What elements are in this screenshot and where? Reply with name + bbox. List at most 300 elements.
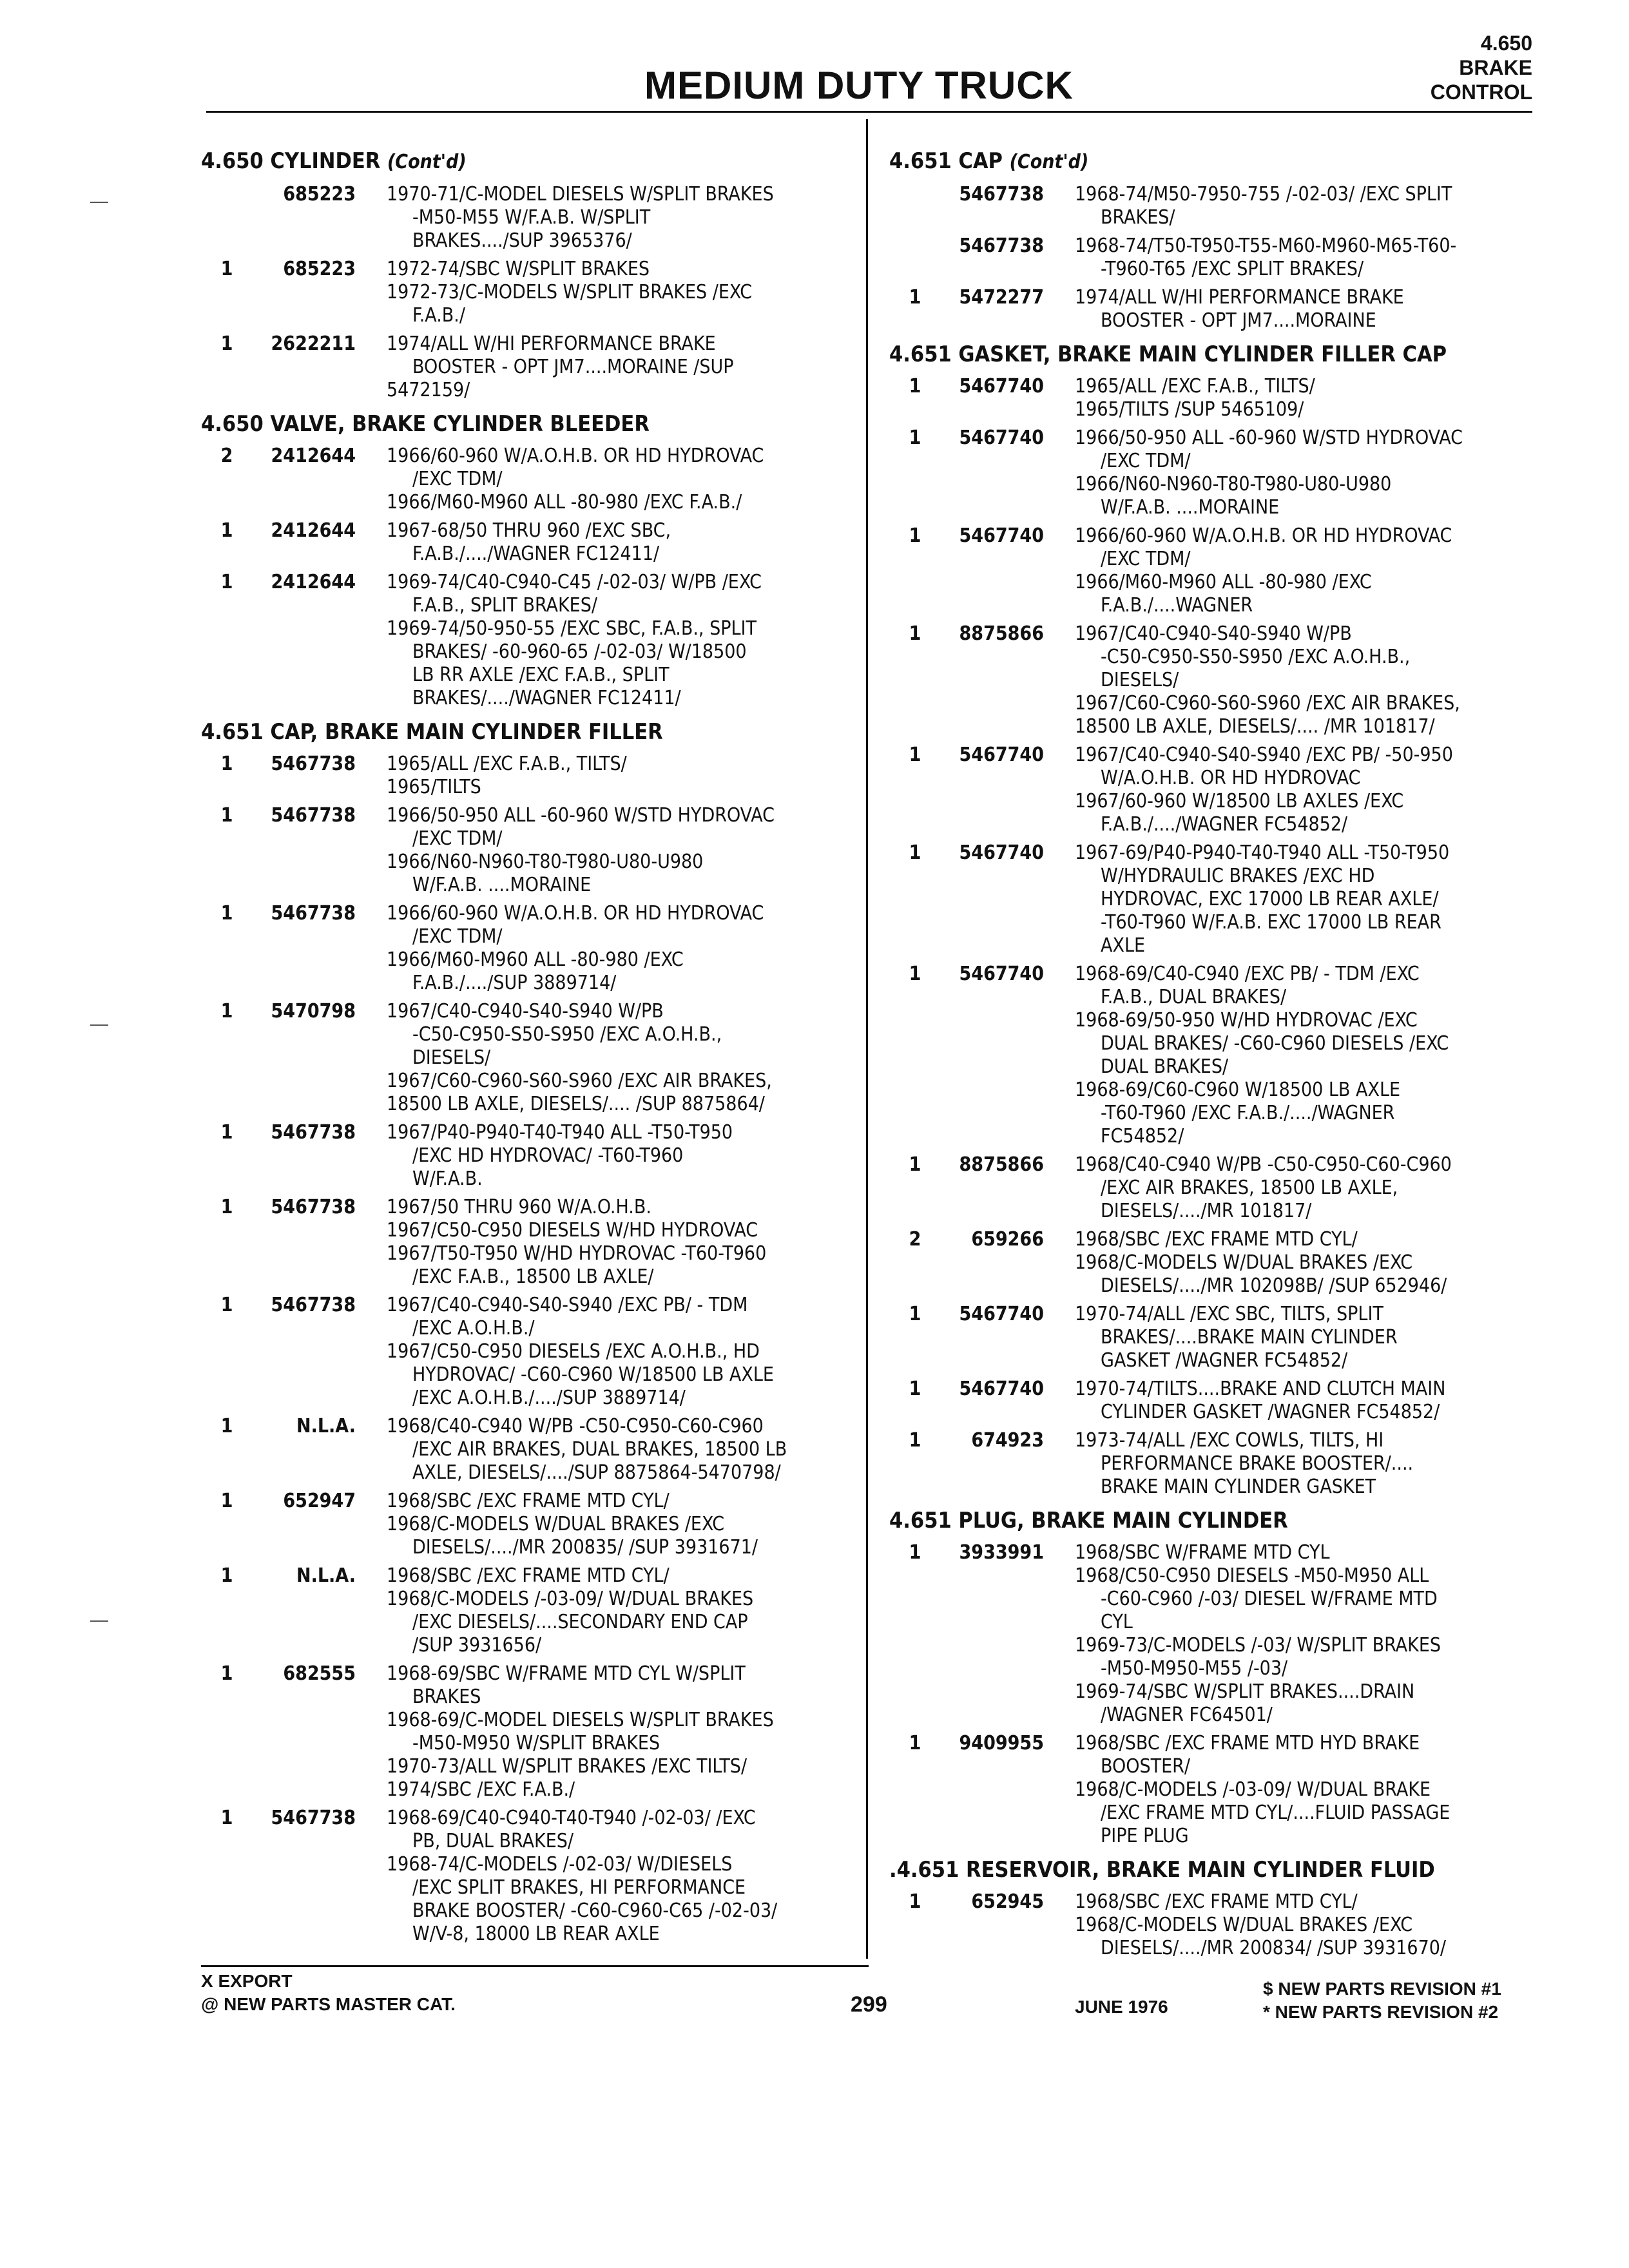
description-line: 1968/C40-C940 W/PB -C50-C950-C60-C960: [1075, 1153, 1452, 1176]
quantity: 1: [220, 571, 233, 593]
description-line: 1968/SBC /EXC FRAME MTD CYL/: [1075, 1228, 1358, 1251]
description-line: BRAKES/ -60-960-65 /-02-03/ W/18500: [412, 640, 747, 663]
application-description: [1075, 744, 1559, 836]
description-line: 1970-74/ALL /EXC SBC, TILTS, SPLIT: [1075, 1303, 1383, 1325]
part-entry: [201, 332, 858, 402]
part-entry: [201, 753, 858, 799]
description-line: 1966/50-950 ALL -60-960 W/STD HYDROVAC: [387, 804, 775, 827]
part-entry: [201, 1000, 858, 1116]
description-line: 1969-74/C40-C940-C45 /-02-03/ W/PB /EXC: [387, 571, 762, 593]
part-number: 685223: [283, 258, 356, 280]
description-line: 1967-69/P40-P940-T40-T940 ALL -T50-T950: [1075, 841, 1450, 864]
part-number: 5470798: [271, 1000, 356, 1023]
description-line: F.A.B./....WAGNER: [1101, 594, 1253, 617]
description-line: 1967/50 THRU 960 W/A.O.H.B.: [387, 1196, 651, 1218]
description-line: BRAKE BOOSTER/ -C60-C960-C65 /-02-03/: [412, 1899, 778, 1922]
description-line: GASKET /WAGNER FC54852/: [1101, 1349, 1348, 1372]
application-description: [387, 1121, 858, 1191]
description-line: -M50-M950 W/SPLIT BRAKES: [412, 1732, 660, 1754]
part-number: 5467740: [959, 375, 1044, 398]
page-title: MEDIUM DUTY TRUCK: [644, 64, 1074, 107]
part-entry: [201, 258, 858, 327]
description-line: /EXC AIR BRAKES, 18500 LB AXLE,: [1101, 1177, 1398, 1199]
part-entry: [201, 571, 858, 710]
application-description: [387, 183, 858, 253]
quantity: 1: [220, 332, 233, 355]
description-line: 1968-74/M50-7950-755 /-02-03/ /EXC SPLIT: [1075, 183, 1452, 206]
quantity: 1: [909, 744, 921, 766]
quantity: 1: [909, 841, 921, 864]
description-line: 1968-74/C-MODELS /-02-03/ W/DIESELS: [387, 1853, 733, 1876]
application-description: [1075, 1378, 1559, 1424]
part-number: 2412644: [271, 519, 356, 542]
description-line: 1967/C40-C940-S40-S940 /EXC PB/ - TDM: [387, 1294, 748, 1316]
part-entry: [889, 963, 1559, 1148]
part-entry: [889, 1153, 1559, 1223]
description-line: HYDROVAC, EXC 17000 LB REAR AXLE/: [1101, 888, 1439, 910]
application-description: [387, 1564, 858, 1657]
application-description: [387, 753, 858, 799]
description-line: 1968/C50-C950 DIESELS -M50-M950 ALL: [1075, 1564, 1429, 1587]
description-line: 18500 LB AXLE, DIESELS/.... /SUP 8875864/: [387, 1093, 765, 1115]
quantity: 1: [220, 1196, 233, 1218]
description-line: 1967/T50-T950 W/HD HYDROVAC -T60-T960: [387, 1242, 767, 1265]
quantity: [889, 235, 941, 281]
description-line: 1967/C40-C940-S40-S940 W/PB: [387, 1000, 664, 1023]
application-description: [387, 258, 858, 327]
description-line: W/HYDRAULIC BRAKES /EXC HD: [1101, 865, 1375, 887]
part-number: 682555: [283, 1662, 356, 1685]
description-line: 1968/C40-C940 W/PB -C50-C950-C60-C960: [387, 1415, 764, 1437]
part-entry: [889, 235, 1559, 281]
description-line: DIESELS/..../MR 102098B/ /SUP 652946/: [1101, 1274, 1447, 1297]
part-entry: [889, 1378, 1559, 1424]
application-description: [387, 1662, 858, 1802]
quantity: 1: [909, 963, 921, 985]
application-description: [1075, 841, 1559, 957]
description-line: /EXC A.O.H.B./..../SUP 3889714/: [412, 1387, 686, 1409]
description-line: /WAGNER FC64501/: [1101, 1704, 1273, 1726]
part-entry: [201, 1564, 858, 1657]
quantity: 1: [220, 1121, 233, 1144]
part-entry: [889, 1429, 1559, 1499]
quantity: 1: [909, 427, 921, 449]
quantity: 1: [909, 1541, 921, 1564]
description-line: BRAKES/..../WAGNER FC12411/: [412, 687, 681, 709]
description-line: 18500 LB AXLE, DIESELS/.... /MR 101817/: [1075, 715, 1435, 738]
quantity: 1: [220, 258, 233, 280]
description-line: BRAKES: [412, 1686, 481, 1708]
description-line: /EXC HD HYDROVAC/ -T60-T960: [412, 1144, 684, 1167]
part-number: 5467740: [959, 841, 1044, 864]
application-description: [387, 1294, 858, 1410]
description-line: /EXC TDM/: [412, 925, 503, 948]
part-entry: [889, 286, 1559, 332]
footer-master-note: @ NEW PARTS MASTER CAT.: [201, 1994, 456, 2014]
part-entry: [889, 841, 1559, 957]
quantity: 1: [220, 1662, 233, 1685]
application-description: [1075, 1153, 1559, 1223]
part-number: 5467738: [959, 183, 1044, 206]
application-description: [1075, 524, 1559, 617]
description-line: 1968/C-MODELS W/DUAL BRAKES /EXC: [1075, 1914, 1413, 1936]
description-line: BRAKES/....BRAKE MAIN CYLINDER: [1101, 1326, 1398, 1349]
section-heading: 4.651 PLUG, BRAKE MAIN CYLINDER: [889, 1508, 1288, 1533]
part-number: 5467738: [271, 753, 356, 775]
application-description: [1075, 235, 1559, 281]
application-description: [1075, 963, 1559, 1148]
description-line: 1968/SBC /EXC FRAME MTD CYL/: [387, 1490, 670, 1512]
description-line: 1968/SBC /EXC FRAME MTD HYD BRAKE: [1075, 1732, 1420, 1754]
description-line: 1966/60-960 W/A.O.H.B. OR HD HYDROVAC: [1075, 524, 1452, 547]
publication-date: JUNE 1976: [1075, 1997, 1168, 2017]
quantity: 2: [220, 445, 233, 467]
quantity: 1: [220, 1564, 233, 1587]
description-line: 1970-73/ALL W/SPLIT BRAKES /EXC TILTS/: [387, 1755, 747, 1778]
application-description: [1075, 1732, 1559, 1848]
part-entry: [201, 1415, 858, 1485]
quantity: 1: [220, 804, 233, 827]
part-entry: [201, 519, 858, 566]
application-description: [1075, 286, 1559, 332]
description-line: FC54852/: [1101, 1125, 1184, 1148]
part-entry: [201, 1662, 858, 1802]
part-entry: [201, 445, 858, 514]
description-line: 1968/SBC /EXC FRAME MTD CYL/: [1075, 1890, 1358, 1913]
quantity: 1: [220, 1000, 233, 1023]
part-number: 5467738: [271, 1196, 356, 1218]
application-description: [387, 804, 858, 897]
description-line: 1966/M60-M960 ALL -80-980 /EXC F.A.B./: [387, 491, 742, 514]
part-number: 659266: [971, 1228, 1044, 1251]
quantity: 1: [909, 1732, 921, 1754]
quantity: 1: [220, 1807, 233, 1829]
section-group: BRAKE: [1459, 56, 1532, 79]
quantity: 1: [909, 622, 921, 645]
part-entry: [201, 1807, 858, 1946]
part-number: 5467740: [959, 524, 1044, 547]
description-line: PB, DUAL BRAKES/: [412, 1830, 574, 1852]
application-description: [387, 1000, 858, 1116]
description-line: DIESELS/..../MR 200834/ /SUP 3931670/: [1101, 1937, 1447, 1959]
description-line: 1974/ALL W/HI PERFORMANCE BRAKE: [1075, 286, 1404, 309]
part-number: 2412644: [271, 571, 356, 593]
description-line: -T960-T65 /EXC SPLIT BRAKES/: [1101, 258, 1364, 280]
section-code: [1431, 31, 1532, 104]
description-line: /EXC AIR BRAKES, DUAL BRAKES, 18500 LB: [412, 1438, 787, 1461]
description-line: -C50-C950-S50-S950 /EXC A.O.H.B.,: [412, 1023, 722, 1046]
part-number: 9409955: [959, 1732, 1044, 1754]
left-column: [201, 148, 858, 1951]
part-entry: [889, 375, 1559, 421]
description-line: /SUP 3931656/: [412, 1634, 542, 1657]
application-description: [387, 445, 858, 514]
description-line: 1967/C50-C950 DIESELS W/HD HYDROVAC: [387, 1219, 758, 1242]
description-line: /EXC SPLIT BRAKES, HI PERFORMANCE: [412, 1876, 746, 1899]
part-number: 5467740: [959, 1303, 1044, 1325]
section-heading: 4.651 GASKET, BRAKE MAIN CYLINDER FILLER CAP: [889, 341, 1447, 367]
quantity: 1: [909, 524, 921, 547]
description-line: PERFORMANCE BRAKE BOOSTER/....: [1101, 1452, 1414, 1475]
part-number: 2412644: [271, 445, 356, 467]
header-rule: [206, 111, 1532, 113]
application-description: [1075, 1429, 1559, 1499]
part-number: 674923: [971, 1429, 1044, 1452]
part-entry: [889, 744, 1559, 836]
application-description: [387, 1415, 858, 1485]
quantity: 1: [220, 1490, 233, 1512]
description-line: DIESELS/: [1101, 669, 1179, 691]
description-line: DUAL BRAKES/: [1101, 1055, 1229, 1078]
part-number: 5472277: [959, 286, 1044, 309]
part-entry: [889, 1890, 1559, 1960]
part-number: 5467738: [271, 804, 356, 827]
description-line: /EXC DIESELS/....SECONDARY END CAP: [412, 1611, 748, 1633]
description-line: DIESELS/: [412, 1046, 491, 1069]
quantity: 1: [909, 1378, 921, 1400]
description-line: 1966/50-950 ALL -60-960 W/STD HYDROVAC: [1075, 427, 1463, 449]
quantity: 1: [220, 519, 233, 542]
quantity: 1: [909, 375, 921, 398]
part-number: 5467738: [271, 1121, 356, 1144]
footer-export-note: X EXPORT: [201, 1971, 293, 1991]
description-line: /EXC TDM/: [412, 468, 503, 490]
part-number: 652945: [971, 1890, 1044, 1913]
section-heading: 4.650 CYLINDER (Cont'd): [201, 148, 467, 174]
description-line: BOOSTER - OPT JM7....MORAINE: [1101, 309, 1376, 332]
description-line: 1968-69/50-950 W/HD HYDROVAC /EXC: [1075, 1009, 1418, 1032]
description-line: 1967/C60-C960-S60-S960 /EXC AIR BRAKES,: [1075, 692, 1460, 715]
description-line: F.A.B., SPLIT BRAKES/: [412, 594, 597, 617]
section-number: 4.650: [1480, 32, 1532, 55]
description-line: DIESELS/..../MR 200835/ /SUP 3931671/: [412, 1536, 758, 1559]
description-line: BRAKES/: [1101, 206, 1175, 229]
description-line: 1970-74/TILTS....BRAKE AND CLUTCH MAIN: [1075, 1378, 1446, 1400]
description-line: 1967/C60-C960-S60-S960 /EXC AIR BRAKES,: [387, 1070, 772, 1092]
part-number: 5467740: [959, 963, 1044, 985]
description-line: /EXC TDM/: [412, 827, 503, 850]
description-line: /EXC TDM/: [1101, 548, 1191, 570]
quantity: [889, 183, 941, 229]
quantity: 1: [220, 1294, 233, 1316]
application-description: [1075, 1541, 1559, 1727]
part-entry: [889, 622, 1559, 738]
description-line: -M50-M55 W/F.A.B. W/SPLIT: [412, 206, 651, 229]
description-line: 1968/SBC /EXC FRAME MTD CYL/: [387, 1564, 670, 1587]
description-line: LB RR AXLE /EXC F.A.B., SPLIT: [412, 664, 670, 686]
description-line: /EXC A.O.H.B./: [412, 1317, 535, 1340]
description-line: CYL: [1101, 1611, 1133, 1633]
description-line: 1972-74/SBC W/SPLIT BRAKES: [387, 258, 650, 280]
application-description: [1075, 375, 1559, 421]
part-entry: [201, 804, 858, 897]
quantity: 1: [220, 753, 233, 775]
part-number: N.L.A.: [296, 1564, 356, 1587]
description-line: 1968/SBC W/FRAME MTD CYL: [1075, 1541, 1330, 1564]
description-line: -M50-M950-M55 /-03/: [1101, 1657, 1288, 1680]
description-line: 1965/ALL /EXC F.A.B., TILTS/: [1075, 375, 1315, 398]
description-line: 1968/C-MODELS W/DUAL BRAKES /EXC: [387, 1513, 725, 1535]
description-line: -T60-T960 /EXC F.A.B./..../WAGNER: [1101, 1102, 1395, 1124]
part-number: 8875866: [959, 1153, 1044, 1176]
right-column: [889, 148, 1559, 1965]
quantity: 1: [220, 1415, 233, 1437]
description-line: 1966/60-960 W/A.O.H.B. OR HD HYDROVAC: [387, 445, 764, 467]
description-line: 1968-69/C-MODEL DIESELS W/SPLIT BRAKES: [387, 1709, 774, 1731]
description-line: 1974/ALL W/HI PERFORMANCE BRAKE: [387, 332, 716, 355]
part-entry: [201, 902, 858, 995]
description-line: F.A.B./..../SUP 3889714/: [412, 972, 617, 994]
application-description: [387, 1196, 858, 1289]
description-line: AXLE: [1101, 934, 1146, 957]
description-line: 1968-74/T50-T950-T55-M60-M960-M65-T60-: [1075, 235, 1457, 257]
part-number: 3933991: [959, 1541, 1044, 1564]
description-line: 1972-73/C-MODELS W/SPLIT BRAKES /EXC: [387, 281, 753, 303]
section-subgroup: CONTROL: [1430, 81, 1532, 104]
revision-note-1: $ NEW PARTS REVISION #1: [1263, 1979, 1501, 1999]
part-entry: [201, 1294, 858, 1410]
description-line: 1967/C40-C940-S40-S940 /EXC PB/ -50-950: [1075, 744, 1453, 766]
description-line: 1969-74/SBC W/SPLIT BRAKES....DRAIN: [1075, 1680, 1415, 1703]
description-line: W/V-8, 18000 LB REAR AXLE: [412, 1923, 660, 1945]
description-line: F.A.B./..../WAGNER FC54852/: [1101, 813, 1348, 836]
part-number: 2622211: [271, 332, 356, 355]
part-entry: [889, 183, 1559, 229]
part-entry: [889, 427, 1559, 519]
description-line: /EXC F.A.B., 18500 LB AXLE/: [412, 1265, 654, 1288]
description-line: 1967/60-960 W/18500 LB AXLES /EXC: [1075, 790, 1404, 812]
margin-mark: [90, 1024, 108, 1026]
description-line: BRAKES..../SUP 3965376/: [412, 229, 632, 252]
application-description: [1075, 1890, 1559, 1960]
part-entry: [201, 1490, 858, 1559]
part-number: 8875866: [959, 622, 1044, 645]
description-line: CYLINDER GASKET /WAGNER FC54852/: [1101, 1401, 1440, 1423]
quantity: [201, 183, 253, 253]
section-heading: 4.651 CAP, BRAKE MAIN CYLINDER FILLER: [201, 719, 663, 745]
application-description: [1075, 183, 1559, 229]
application-description: [1075, 1228, 1559, 1298]
description-line: HYDROVAC/ -C60-C960 W/18500 LB AXLE: [412, 1363, 774, 1386]
description-line: AXLE, DIESELS/..../SUP 8875864-5470798/: [412, 1461, 781, 1484]
description-line: 1966/N60-N960-T80-T980-U80-U980: [1075, 473, 1392, 495]
description-line: 1966/N60-N960-T80-T980-U80-U980: [387, 850, 704, 873]
quantity: 1: [909, 1429, 921, 1452]
description-line: -T60-T960 W/F.A.B. EXC 17000 LB REAR: [1101, 911, 1441, 934]
section-heading: 4.651 CAP (Cont'd): [889, 148, 1089, 174]
description-line: 1967/C50-C950 DIESELS /EXC A.O.H.B., HD: [387, 1340, 760, 1363]
description-line: F.A.B./..../WAGNER FC12411/: [412, 543, 660, 565]
part-number: 5467740: [959, 427, 1044, 449]
part-number: 685223: [283, 183, 356, 206]
part-entry: [889, 1303, 1559, 1372]
description-line: 5472159/: [387, 379, 470, 401]
quantity: 1: [909, 1153, 921, 1176]
description-line: BOOSTER/: [1101, 1755, 1190, 1778]
part-number: N.L.A.: [296, 1415, 356, 1437]
description-line: 1966/60-960 W/A.O.H.B. OR HD HYDROVAC: [387, 902, 764, 925]
description-line: 1970-71/C-MODEL DIESELS W/SPLIT BRAKES: [387, 183, 774, 206]
description-line: BRAKE MAIN CYLINDER GASKET: [1101, 1475, 1376, 1498]
page-number: 299: [851, 1992, 887, 2017]
description-line: 1968-69/SBC W/FRAME MTD CYL W/SPLIT: [387, 1662, 746, 1685]
description-line: 1966/M60-M960 ALL -80-980 /EXC: [387, 948, 684, 971]
description-line: DIESELS/..../MR 101817/: [1101, 1200, 1312, 1222]
quantity: 1: [220, 902, 233, 925]
description-line: 1967/P40-P940-T40-T940 ALL -T50-T950: [387, 1121, 733, 1144]
description-line: 1974/SBC /EXC F.A.B./: [387, 1778, 575, 1801]
application-description: [1075, 1303, 1559, 1372]
description-line: 1969-73/C-MODELS /-03/ W/SPLIT BRAKES: [1075, 1634, 1441, 1657]
description-line: F.A.B., DUAL BRAKES/: [1101, 986, 1287, 1008]
part-number: 5467738: [959, 235, 1044, 257]
part-entry: [889, 1732, 1559, 1848]
part-entry: [201, 183, 858, 253]
description-line: 1968-69/C40-C940-T40-T940 /-02-03/ /EXC: [387, 1807, 756, 1829]
description-line: 1968-69/C40-C940 /EXC PB/ - TDM /EXC: [1075, 963, 1420, 985]
description-line: 1965/TILTS: [387, 776, 481, 798]
part-number: 5467738: [271, 1807, 356, 1829]
description-line: PIPE PLUG: [1101, 1825, 1189, 1847]
part-number: 5467740: [959, 1378, 1044, 1400]
description-line: BOOSTER - OPT JM7....MORAINE /SUP: [412, 356, 734, 378]
quantity: 1: [909, 1303, 921, 1325]
description-line: W/F.A.B.: [412, 1168, 483, 1190]
margin-mark: [90, 1620, 108, 1622]
description-line: W/F.A.B. ....MORAINE: [412, 874, 592, 896]
description-line: F.A.B./: [412, 304, 465, 327]
description-line: 1968/C-MODELS /-03-09/ W/DUAL BRAKE: [1075, 1778, 1431, 1801]
part-entry: [889, 1228, 1559, 1298]
description-line: -C50-C950-S50-S950 /EXC A.O.H.B.,: [1101, 646, 1411, 668]
application-description: [387, 332, 858, 402]
application-description: [387, 519, 858, 566]
section-heading: .4.651 RESERVOIR, BRAKE MAIN CYLINDER FLUID: [889, 1857, 1435, 1883]
description-line: 1968-69/C60-C960 W/18500 LB AXLE: [1075, 1079, 1401, 1101]
quantity: 2: [909, 1228, 921, 1251]
part-entry: [201, 1121, 858, 1191]
part-number: 5467738: [271, 902, 356, 925]
application-description: [387, 1807, 858, 1946]
description-line: 1967-68/50 THRU 960 /EXC SBC,: [387, 519, 671, 542]
part-entry: [201, 1196, 858, 1289]
description-line: 1965/TILTS /SUP 5465109/: [1075, 398, 1304, 421]
description-line: 1965/ALL /EXC F.A.B., TILTS/: [387, 753, 627, 775]
part-entry: [889, 1541, 1559, 1727]
description-line: /EXC TDM/: [1101, 450, 1191, 472]
description-line: W/A.O.H.B. OR HD HYDROVAC: [1101, 767, 1361, 789]
description-line: W/F.A.B. ....MORAINE: [1101, 496, 1280, 519]
section-heading: 4.650 VALVE, BRAKE CYLINDER BLEEDER: [201, 411, 650, 437]
part-number: 5467740: [959, 744, 1044, 766]
description-line: 1967/C40-C940-S40-S940 W/PB: [1075, 622, 1352, 645]
column-divider: [866, 119, 868, 1959]
description-line: 1969-74/50-950-55 /EXC SBC, F.A.B., SPLIT: [387, 617, 757, 640]
quantity: 1: [909, 1890, 921, 1913]
quantity: 1: [909, 286, 921, 309]
part-entry: [889, 524, 1559, 617]
application-description: [1075, 427, 1559, 519]
revision-note-2: * NEW PARTS REVISION #2: [1263, 2002, 1499, 2022]
description-line: /EXC FRAME MTD CYL/....FLUID PASSAGE: [1101, 1802, 1451, 1824]
description-line: 1968/C-MODELS W/DUAL BRAKES /EXC: [1075, 1251, 1413, 1274]
description-line: 1973-74/ALL /EXC COWLS, TILTS, HI: [1075, 1429, 1384, 1452]
description-line: 1966/M60-M960 ALL -80-980 /EXC: [1075, 571, 1372, 593]
application-description: [387, 902, 858, 995]
application-description: [1075, 622, 1559, 738]
margin-mark: [90, 202, 108, 203]
description-line: DUAL BRAKES/ -C60-C960 DIESELS /EXC: [1101, 1032, 1449, 1055]
